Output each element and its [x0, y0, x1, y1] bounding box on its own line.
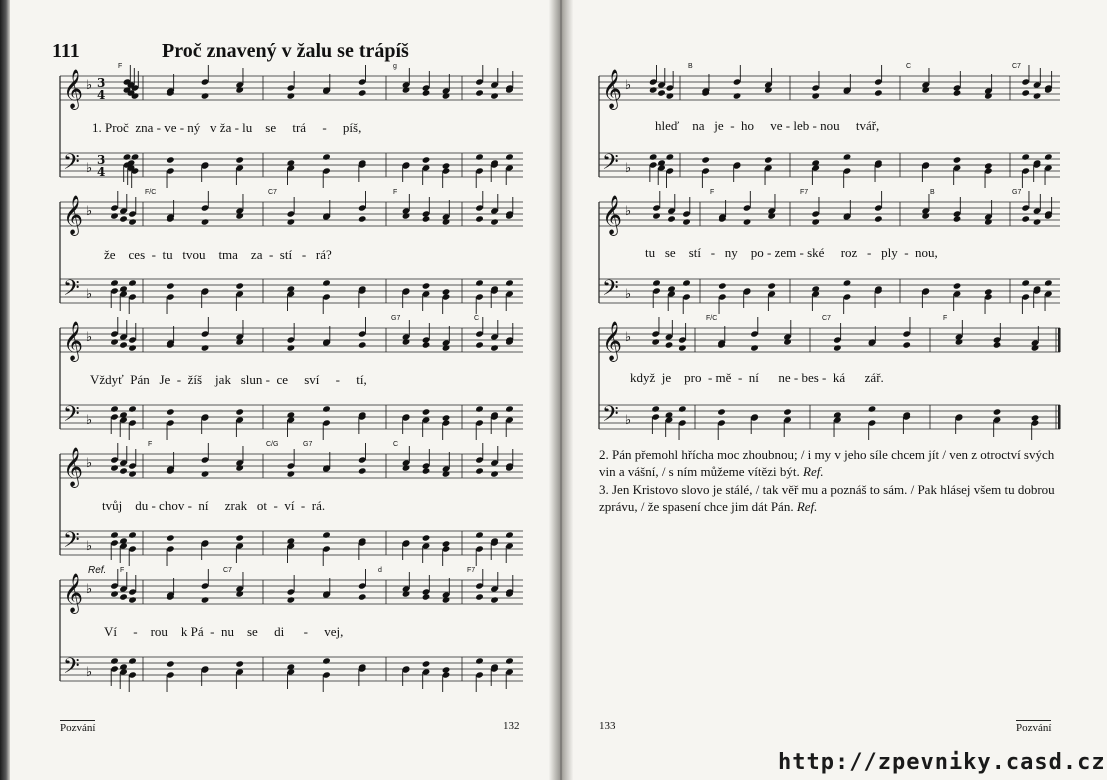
treble-clef-icon: 𝄞	[602, 321, 623, 361]
note-head	[953, 89, 962, 96]
treble-clef-icon: 𝄞	[602, 69, 623, 109]
flat-sign-icon: ♭	[86, 456, 93, 471]
note-head	[993, 341, 1002, 348]
note-head	[718, 282, 727, 289]
note-head	[475, 341, 484, 348]
note-head	[475, 405, 484, 412]
note-head	[1033, 92, 1042, 99]
chord-symbol: F7	[467, 567, 476, 574]
note-head	[811, 218, 820, 225]
note-head	[201, 470, 210, 477]
note-head	[402, 86, 411, 93]
chord-symbol: F	[943, 315, 948, 322]
note-head	[657, 89, 666, 96]
verse-2	[599, 447, 1065, 480]
website-watermark: http://zpevniky.casd.cz	[778, 750, 1106, 775]
note-head	[442, 218, 451, 225]
note-head	[953, 282, 962, 289]
note-head	[1033, 218, 1042, 225]
note-head	[984, 92, 993, 99]
note-head	[442, 92, 451, 99]
note-head	[442, 470, 451, 477]
lyrics-line-1: 1. Proč zna - ve - ný v ža - lu se trá - píš,	[92, 120, 362, 135]
note-head	[750, 344, 759, 351]
time-signature-bottom: 4	[97, 165, 106, 179]
final-bar	[1058, 328, 1061, 352]
note-head	[921, 212, 930, 219]
flat-sign-icon: ♭	[625, 204, 632, 219]
note-head	[475, 215, 484, 222]
bass-clef-icon: 𝄢	[63, 150, 80, 180]
chord-symbol: F7	[800, 189, 809, 196]
note-head	[322, 405, 331, 412]
page-number-right: 133	[599, 720, 616, 732]
note-head	[166, 282, 175, 289]
time-signature-top: 3	[97, 76, 106, 90]
note-head	[442, 596, 451, 603]
flat-sign-icon: ♭	[625, 161, 632, 176]
note-head	[843, 153, 852, 160]
note-head	[235, 156, 244, 163]
note-head	[287, 470, 296, 477]
note-head	[235, 338, 244, 345]
note-head	[128, 218, 137, 225]
chord-symbol: d	[378, 567, 382, 574]
footer-book-name-left: Pozvání	[60, 722, 96, 734]
verse-3	[599, 482, 1065, 515]
note-head	[490, 344, 499, 351]
note-head	[993, 408, 1002, 415]
flat-sign-icon: ♭	[86, 582, 93, 597]
final-bar	[1058, 405, 1061, 429]
note-head	[475, 89, 484, 96]
note-head	[128, 344, 137, 351]
note-head	[287, 596, 296, 603]
note-head	[717, 408, 726, 415]
flat-sign-icon: ♭	[86, 539, 93, 554]
note-head	[475, 153, 484, 160]
note-head	[490, 92, 499, 99]
note-head	[1021, 279, 1030, 286]
note-head	[166, 156, 175, 163]
flat-sign-icon: ♭	[625, 413, 632, 428]
note-head	[678, 344, 687, 351]
flat-sign-icon: ♭	[86, 161, 93, 176]
note-head	[358, 89, 367, 96]
note-head	[682, 279, 691, 286]
note-head	[402, 212, 411, 219]
note-head	[235, 282, 244, 289]
note-head	[764, 86, 773, 93]
note-head	[475, 593, 484, 600]
note-head	[475, 657, 484, 664]
note-head	[953, 156, 962, 163]
treble-clef-icon: 𝄞	[63, 195, 84, 235]
note-head	[128, 657, 137, 664]
note-head	[651, 405, 660, 412]
note-head	[1031, 344, 1040, 351]
note-head	[119, 467, 128, 474]
note-head	[1044, 279, 1053, 286]
chord-symbol: C	[474, 315, 480, 322]
song-title: Proč znavený v žalu se trápíš	[162, 40, 409, 62]
chord-symbol: F/C	[145, 189, 157, 196]
note-head	[287, 92, 296, 99]
note-head	[235, 534, 244, 541]
note-head	[422, 534, 431, 541]
note-head	[475, 467, 484, 474]
note-head	[235, 464, 244, 471]
chord-symbol: G7	[391, 315, 401, 322]
note-head	[475, 279, 484, 286]
note-head	[843, 279, 852, 286]
note-head	[783, 338, 792, 345]
flat-sign-icon: ♭	[86, 665, 93, 680]
bass-clef-icon: 𝄢	[63, 402, 80, 432]
note-head	[733, 92, 742, 99]
note-head	[128, 531, 137, 538]
chord-symbol: C7	[268, 189, 277, 196]
note-head	[652, 279, 661, 286]
note-head	[874, 89, 883, 96]
note-head	[110, 212, 119, 219]
lyrics-line-4: tvůj du - chov - ní zrak ot - ví - rá.	[102, 498, 326, 513]
chord-symbol: G7	[1012, 189, 1022, 196]
note-head	[235, 408, 244, 415]
note-head	[442, 344, 451, 351]
note-head	[874, 215, 883, 222]
note-head	[767, 212, 776, 219]
chord-symbol: G7	[303, 441, 313, 448]
flat-sign-icon: ♭	[86, 287, 93, 302]
note-head	[422, 467, 431, 474]
note-head	[811, 92, 820, 99]
verse-refrain-tag: Ref.	[803, 463, 824, 479]
flat-sign-icon: ♭	[625, 287, 632, 302]
note-head	[665, 341, 674, 348]
note-head	[984, 218, 993, 225]
treble-clef-icon: 𝄞	[63, 321, 84, 361]
lyrics-line-5: Ví - rou k Pá - nu se di - vej,	[104, 624, 344, 639]
note-head	[322, 657, 331, 664]
note-head	[1021, 153, 1030, 160]
note-head	[110, 590, 119, 597]
note-head	[422, 215, 431, 222]
chord-symbol: C	[393, 441, 399, 448]
note-head	[402, 338, 411, 345]
verse-text: 2. Pán přemohl hřícha moc zhoubnou; / i my v jeho síle chcem jít / ven z otroctví svých vin a vášní, / s ním můžeme vítězi být.	[599, 447, 1055, 479]
note-head	[287, 344, 296, 351]
note-head	[358, 467, 367, 474]
note-head	[505, 279, 514, 286]
note-head	[666, 92, 675, 99]
song-number: 111	[52, 40, 80, 62]
note-head	[110, 279, 119, 286]
note-head	[649, 86, 658, 93]
bass-clef-icon: 𝄢	[63, 528, 80, 558]
note-head	[110, 405, 119, 412]
chord-symbol: B	[688, 63, 693, 70]
note-head	[131, 153, 140, 160]
note-head	[490, 596, 499, 603]
flat-sign-icon: ♭	[86, 413, 93, 428]
note-head	[235, 660, 244, 667]
note-head	[235, 590, 244, 597]
chord-symbol: F/C	[706, 315, 718, 322]
note-head	[119, 341, 128, 348]
note-head	[921, 86, 930, 93]
note-head	[128, 596, 137, 603]
note-head	[505, 657, 514, 664]
note-head	[678, 405, 687, 412]
note-head	[128, 279, 137, 286]
note-head	[666, 153, 675, 160]
note-head	[201, 344, 210, 351]
note-head	[767, 282, 776, 289]
treble-clef-icon: 𝄞	[63, 69, 84, 109]
chord-symbol: C	[906, 63, 912, 70]
page-number-left: 132	[503, 720, 520, 732]
note-head	[475, 531, 484, 538]
note-head	[764, 156, 773, 163]
note-head	[422, 660, 431, 667]
note-head	[505, 531, 514, 538]
note-head	[235, 86, 244, 93]
note-head	[422, 282, 431, 289]
note-head	[955, 338, 964, 345]
chord-symbol: C/G	[266, 441, 279, 448]
note-head	[128, 405, 137, 412]
note-head	[490, 218, 499, 225]
flat-sign-icon: ♭	[625, 330, 632, 345]
note-head	[490, 470, 499, 477]
bass-clef-icon: 𝄢	[63, 654, 80, 684]
chord-symbol: F	[393, 189, 398, 196]
time-signature-top: 3	[97, 153, 106, 167]
note-head	[110, 338, 119, 345]
note-head	[166, 660, 175, 667]
note-head	[166, 534, 175, 541]
note-head	[1021, 89, 1030, 96]
chord-symbol: F	[148, 441, 153, 448]
note-head	[201, 596, 210, 603]
note-head	[235, 212, 244, 219]
verse-refrain-tag: Ref.	[796, 498, 818, 514]
note-head	[422, 341, 431, 348]
note-head	[649, 153, 658, 160]
flat-sign-icon: ♭	[86, 204, 93, 219]
note-head	[110, 464, 119, 471]
note-head	[119, 215, 128, 222]
chord-symbol: F	[118, 63, 123, 70]
note-head	[358, 593, 367, 600]
flat-sign-icon: ♭	[86, 78, 93, 93]
chord-symbol: g	[393, 63, 397, 70]
bass-clef-icon: 𝄢	[602, 402, 619, 432]
lyrics-line-8: když je pro - mě - ní ne - bes - ká zář.	[630, 370, 884, 385]
note-head	[402, 590, 411, 597]
flat-sign-icon: ♭	[625, 78, 632, 93]
note-head	[287, 218, 296, 225]
chord-symbol: B	[930, 189, 935, 196]
note-head	[110, 531, 119, 538]
note-head	[652, 212, 661, 219]
note-head	[902, 341, 911, 348]
note-head	[682, 218, 691, 225]
bass-clef-icon: 𝄢	[602, 150, 619, 180]
chord-symbol: C7	[223, 567, 232, 574]
note-head	[651, 338, 660, 345]
verse-text: 3. Jen Kristovo slovo je stálé, / tak věř mu a poznáš to sám. / Pak hlásej všem tu dobrou zprávu, / že spasení chce jim dát Pán.	[599, 482, 1055, 514]
note-head	[701, 156, 710, 163]
note-head	[422, 156, 431, 163]
note-head	[322, 153, 331, 160]
chord-symbol: F	[710, 189, 715, 196]
chord-symbol: F	[120, 567, 125, 574]
note-head	[402, 464, 411, 471]
note-head	[201, 218, 210, 225]
note-head	[953, 215, 962, 222]
note-head	[667, 215, 676, 222]
lyrics-line-6: hleď na je - ho ve - leb - nou tvář,	[655, 118, 880, 133]
footer-book-name-right: Pozvání	[1016, 722, 1052, 734]
note-head	[358, 215, 367, 222]
time-signature-bottom: 4	[97, 88, 106, 102]
note-head	[505, 405, 514, 412]
lyrics-line-2: že ces - tu tvou tma za - stí - rá?	[104, 247, 332, 262]
note-head	[868, 405, 877, 412]
note-head	[110, 657, 119, 664]
bass-clef-icon: 𝄢	[63, 276, 80, 306]
lyrics-line-7: tu se stí - ny po - zem - ské roz - ply - nou,	[645, 245, 938, 260]
note-head	[422, 408, 431, 415]
note-head	[1044, 153, 1053, 160]
lyrics-line-3: Vždyť Pán Je - žíš jak slun - ce sví - tí,	[90, 372, 367, 387]
note-head	[1021, 215, 1030, 222]
treble-clef-icon: 𝄞	[602, 195, 623, 235]
refrain-label: Ref.	[88, 565, 107, 576]
treble-clef-icon: 𝄞	[63, 447, 84, 487]
note-head	[358, 341, 367, 348]
note-head	[123, 153, 132, 160]
note-head	[783, 408, 792, 415]
note-head	[322, 279, 331, 286]
bass-clef-icon: 𝄢	[602, 276, 619, 306]
treble-clef-icon: 𝄞	[63, 573, 84, 613]
note-head	[743, 218, 752, 225]
flat-sign-icon: ♭	[86, 330, 93, 345]
note-head	[166, 408, 175, 415]
note-head	[128, 470, 137, 477]
note-head	[119, 593, 128, 600]
note-head	[201, 92, 210, 99]
note-head	[833, 344, 842, 351]
note-head	[505, 153, 514, 160]
note-head	[422, 89, 431, 96]
chord-symbol: C7	[1012, 63, 1021, 70]
note-head	[422, 593, 431, 600]
note-head	[322, 531, 331, 538]
chord-symbol: C7	[822, 315, 831, 322]
